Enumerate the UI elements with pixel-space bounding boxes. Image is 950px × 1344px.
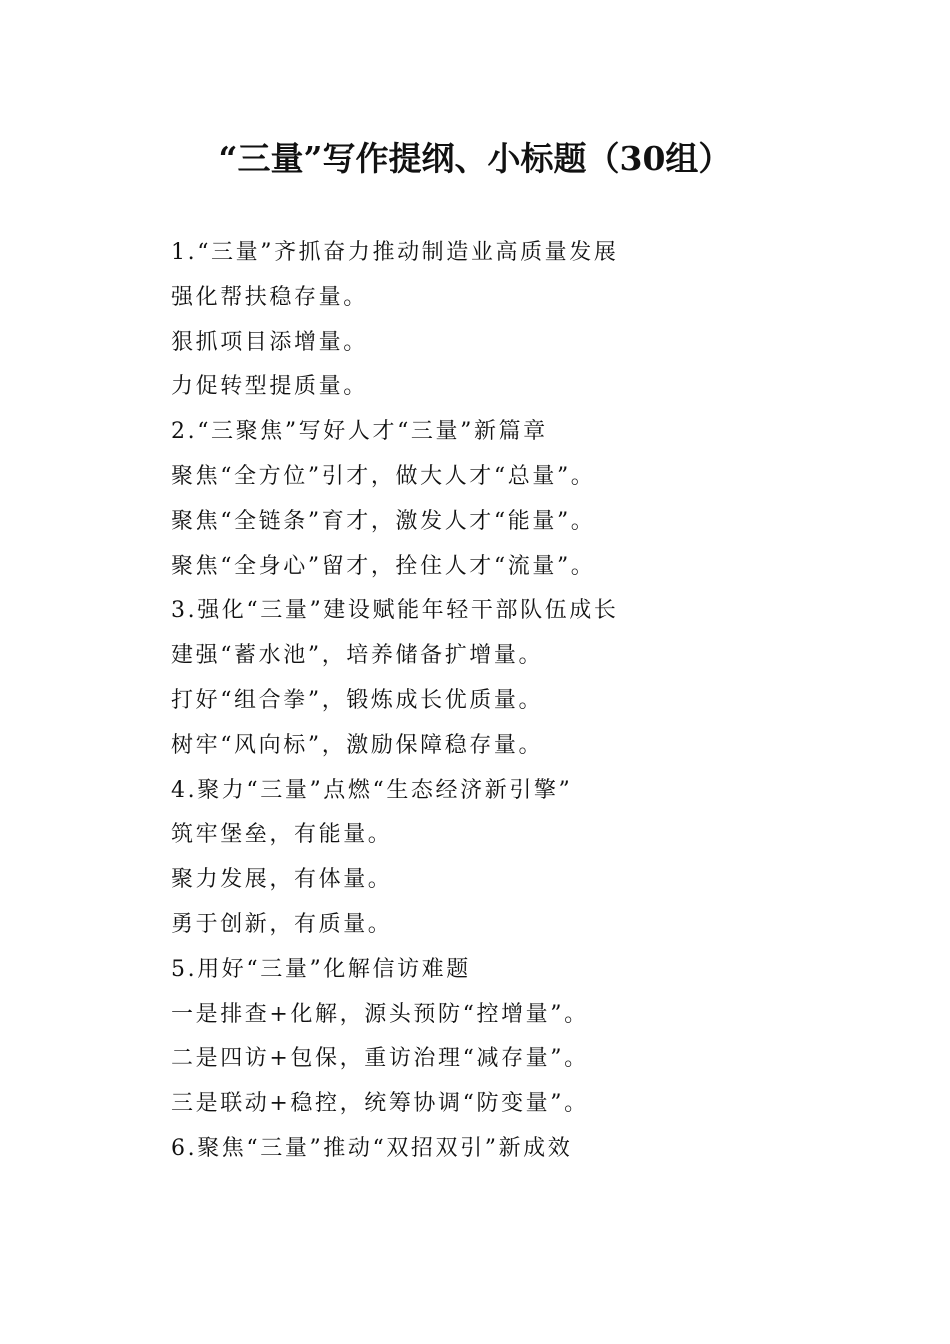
body-line: 三是联动+稳控，统筹协调“防变量”。 <box>171 1091 589 1117</box>
body-line: 聚焦“全身心”留才，拴住人才“流量”。 <box>171 553 596 579</box>
body-line: 一是排查+化解，源头预防“控增量”。 <box>171 1001 589 1027</box>
body-line: 强化帮扶稳存量。 <box>171 284 368 310</box>
body-line: 力促转型提质量。 <box>171 374 368 400</box>
body-line: 狠抓项目添增量。 <box>171 329 368 355</box>
body-line: 聚力发展，有体量。 <box>171 867 393 893</box>
body-line: 打好“组合拳”，锻炼成长优质量。 <box>171 687 544 713</box>
body-line: 勇于创新，有质量。 <box>171 911 393 937</box>
document-title: “三量”写作提纲、小标题（30组） <box>218 139 732 178</box>
body-line: 聚焦“全链条”育才，激发人才“能量”。 <box>171 508 596 534</box>
heading-6: 6.聚焦“三量”推动“双招双引”新成效 <box>171 1135 573 1161</box>
body-line: 二是四访+包保，重访治理“减存量”。 <box>171 1046 589 1072</box>
body-line: 聚焦“全方位”引才，做大人才“总量”。 <box>171 463 596 489</box>
heading-2: 2.“三聚焦”写好人才“三量”新篇章 <box>171 419 548 445</box>
heading-3: 3.强化“三量”建设赋能年轻干部队伍成长 <box>171 598 619 624</box>
body-line: 建强“蓄水池”，培养储备扩增量。 <box>171 643 544 669</box>
document-body <box>171 231 871 1172</box>
heading-4: 4.聚力“三量”点燃“生态经济新引擎” <box>171 777 573 803</box>
body-line: 筑牢堡垒，有能量。 <box>171 822 393 848</box>
body-line: 树牢“风向标”，激励保障稳存量。 <box>171 732 544 758</box>
heading-5: 5.用好“三量”化解信访难题 <box>171 956 471 982</box>
heading-1: 1.“三量”齐抓奋力推动制造业高质量发展 <box>171 240 619 265</box>
